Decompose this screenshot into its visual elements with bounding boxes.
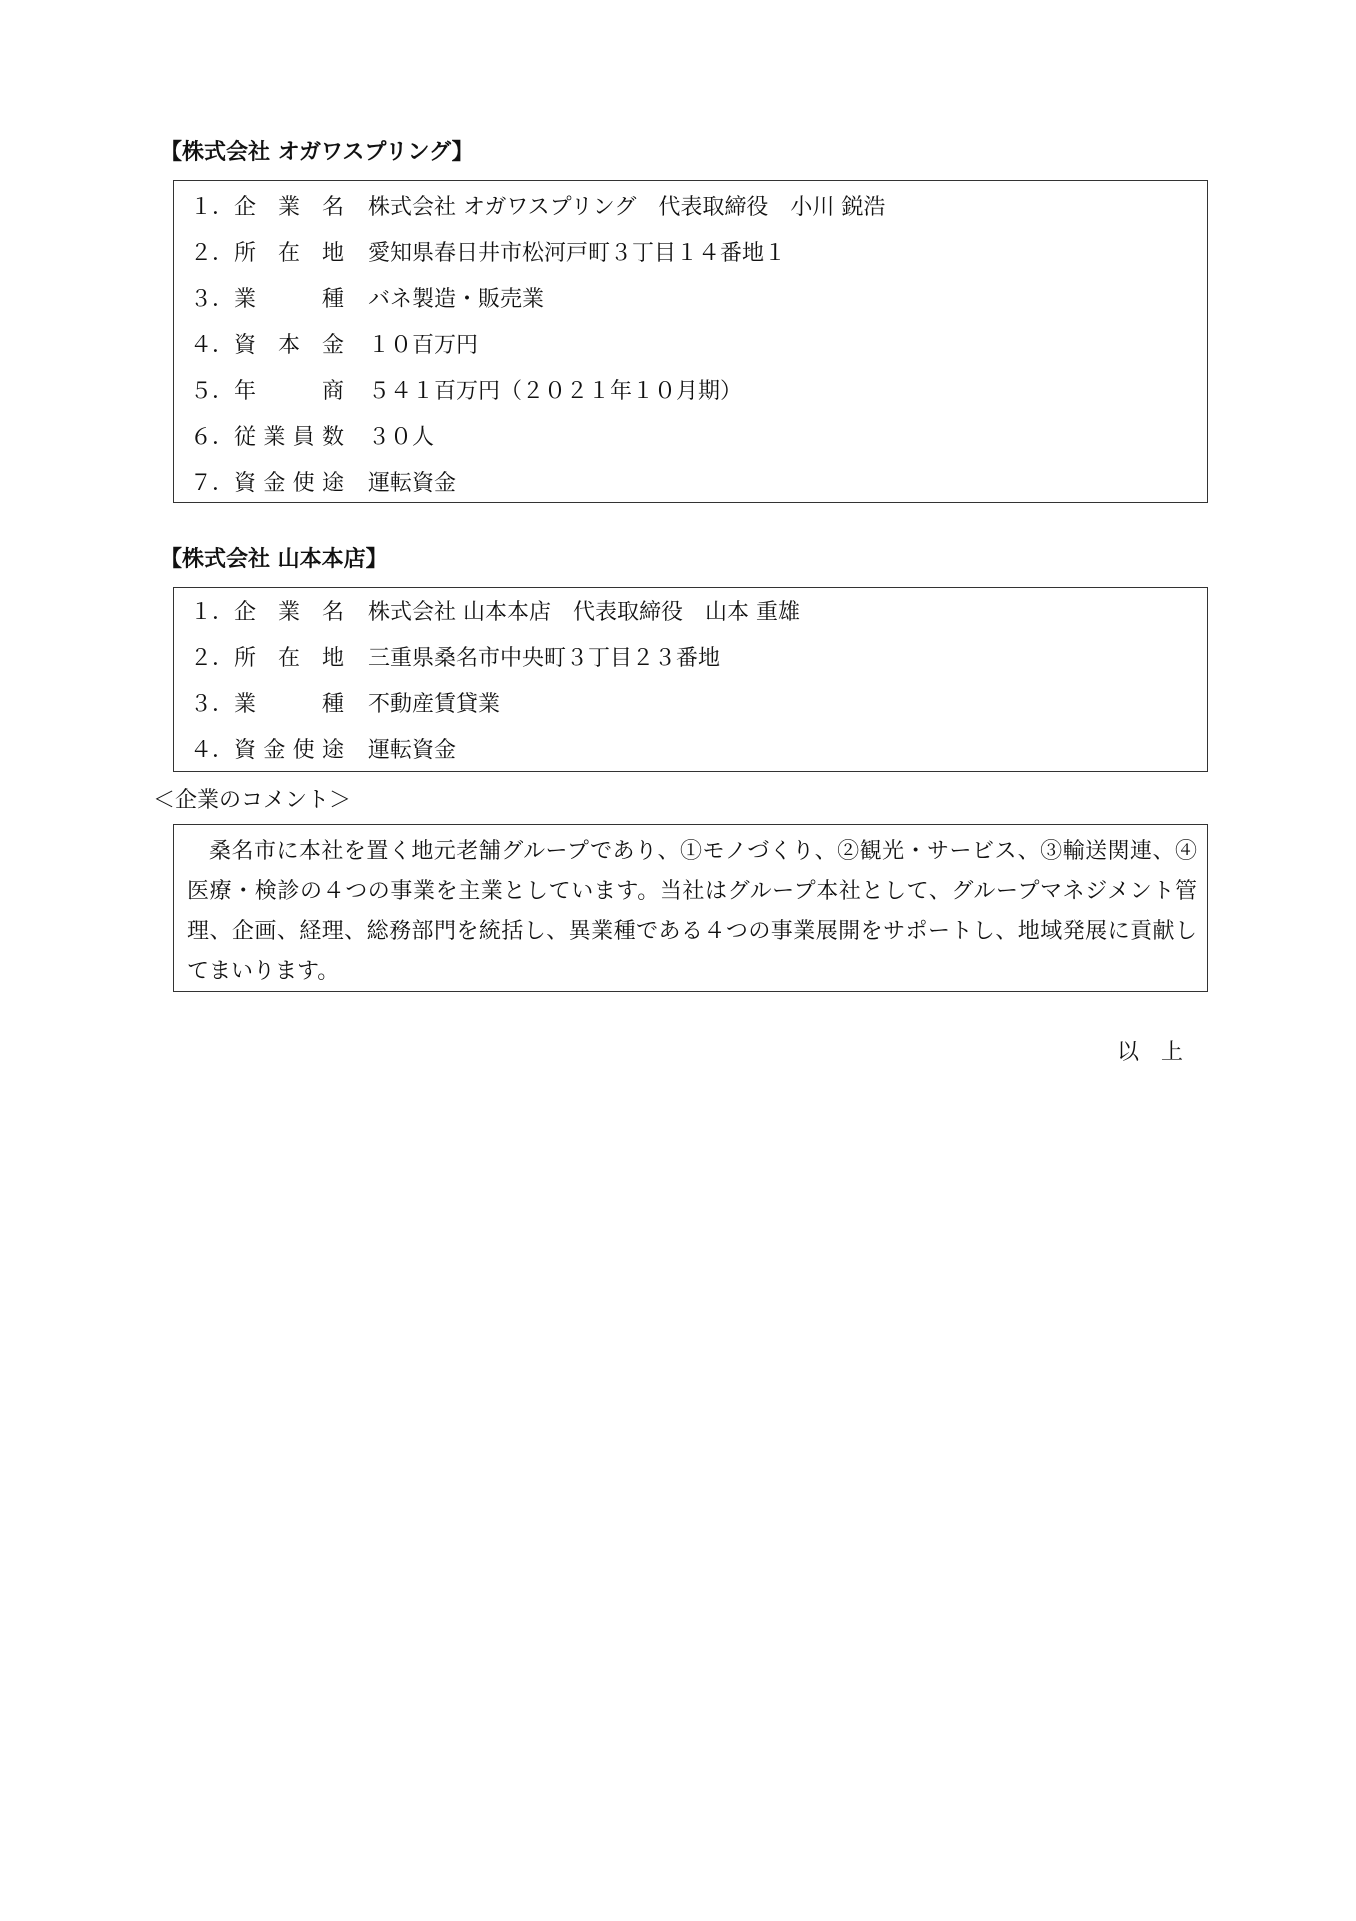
row-value: 不動産賃貸業 — [368, 692, 501, 717]
closing-text: 以 上 — [1117, 1040, 1184, 1065]
row-value: ５４１百万円（２０２１年１０月期） — [368, 379, 743, 404]
row-number: ４． — [190, 738, 235, 763]
row-number: ３． — [190, 287, 235, 312]
company2-row — [174, 636, 1207, 682]
company1-row — [174, 461, 1207, 507]
row-label: 年 商 — [234, 379, 344, 404]
row-label: 資 金 使 途 — [234, 471, 344, 496]
company2-heading: 【株式会社 山本本店】 — [160, 547, 388, 572]
row-label: 業 種 — [234, 287, 344, 312]
row-number: １． — [190, 600, 235, 625]
company1-row — [174, 185, 1207, 231]
row-value: 株式会社 オガワスプリング 代表取締役 小川 鋭浩 — [368, 195, 886, 220]
row-label: 資 本 金 — [234, 333, 344, 358]
row-value: 三重県桑名市中央町３丁目２３番地 — [368, 646, 721, 671]
company2-info-box — [173, 587, 1208, 772]
row-number: ７． — [190, 471, 235, 496]
row-value: 株式会社 山本本店 代表取締役 山本 重雄 — [368, 600, 800, 625]
row-label: 業 種 — [234, 692, 344, 717]
row-value: バネ製造・販売業 — [368, 287, 545, 312]
company1-row — [174, 231, 1207, 277]
row-number: ３． — [190, 692, 235, 717]
comment-label: ＜企業のコメント＞ — [153, 788, 352, 813]
company1-row — [174, 415, 1207, 461]
row-number: ２． — [190, 646, 235, 671]
company1-heading: 【株式会社 オガワスプリング】 — [160, 140, 474, 165]
row-label: 企 業 名 — [234, 600, 344, 625]
row-number: ６． — [190, 425, 235, 450]
company1-row — [174, 369, 1207, 415]
row-number: ２． — [190, 241, 235, 266]
company1-row — [174, 277, 1207, 323]
row-number: １． — [190, 195, 235, 220]
row-value: １０百万円 — [368, 333, 479, 358]
row-value: 運転資金 — [368, 471, 457, 496]
row-label: 所 在 地 — [234, 646, 344, 671]
company1-info-box — [173, 180, 1208, 503]
company2-row — [174, 682, 1207, 728]
company1-row — [174, 323, 1207, 369]
row-value: 運転資金 — [368, 738, 457, 763]
row-number: ５． — [190, 379, 235, 404]
row-label: 所 在 地 — [234, 241, 344, 266]
row-label: 従 業 員 数 — [234, 425, 344, 450]
company2-row — [174, 728, 1207, 774]
row-value: 愛知県春日井市松河戸町３丁目１４番地１ — [368, 241, 787, 266]
row-label: 企 業 名 — [234, 195, 344, 220]
company-comment: 桑名市に本社を置く地元老舗グループであり、①モノづくり、②観光・サービス、③輸送関連、④医療・検診の４つの事業を主業としています。当社はグループ本社として、グループマネジメント管理、企画、経理、総務部門を統括し、異業種である４つの事業展開をサポートし、地域発展に貢献してまいります。 — [173, 824, 1208, 992]
row-number: ４． — [190, 333, 235, 358]
row-label: 資 金 使 途 — [234, 738, 344, 763]
row-value: ３０人 — [368, 425, 435, 450]
company2-row — [174, 590, 1207, 636]
